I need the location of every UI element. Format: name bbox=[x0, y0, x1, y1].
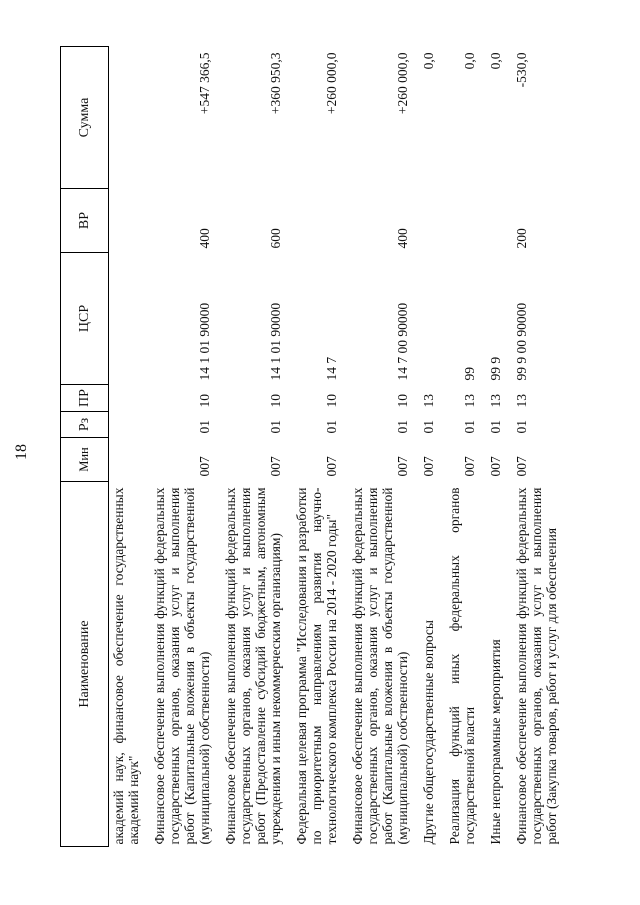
row-pr: 10 bbox=[324, 394, 339, 408]
row-csr: 14 1 01 90000 bbox=[268, 302, 283, 381]
row-min: 007 bbox=[268, 456, 283, 477]
header-name: Наименование bbox=[61, 482, 109, 847]
row-rz: 01 bbox=[462, 420, 477, 434]
row-sum bbox=[109, 47, 146, 189]
row-min: 007 bbox=[395, 456, 410, 477]
row-csr bbox=[109, 253, 146, 385]
row-name: Реализация функций иных федеральных органов государственной власти bbox=[447, 487, 477, 845]
row-rz: 01 bbox=[268, 420, 283, 434]
header-min: Мин bbox=[61, 438, 109, 482]
row-vr: 400 bbox=[197, 228, 212, 249]
row-min bbox=[109, 438, 146, 482]
header-rz: Рз bbox=[61, 412, 109, 438]
row-rz: 01 bbox=[197, 420, 212, 434]
rotated-table-container bbox=[60, 47, 610, 847]
header-vr: ВР bbox=[61, 189, 109, 253]
row-vr bbox=[414, 189, 440, 253]
row-sum: +360 950,3 bbox=[268, 52, 283, 115]
row-vr: 600 bbox=[268, 228, 283, 249]
row-name: Иные непрограммные мероприятия bbox=[488, 639, 503, 845]
row-pr: 10 bbox=[197, 394, 212, 408]
row-pr: 13 bbox=[421, 394, 436, 408]
header-csr: ЦСР bbox=[61, 253, 109, 385]
table-row bbox=[507, 47, 563, 847]
header-sum: Сумма bbox=[61, 47, 109, 189]
row-name: Финансовое обеспечение выполнения функций федеральных государственных органов, оказания услуг и выполнения работ (Закупка товаров, работ и услуг для обеспечения bbox=[514, 487, 559, 845]
row-sum: 0,0 bbox=[421, 52, 436, 70]
row-rz: 01 bbox=[395, 420, 410, 434]
row-sum: 0,0 bbox=[462, 52, 477, 70]
row-vr bbox=[287, 189, 343, 253]
row-rz: 01 bbox=[488, 420, 503, 434]
table-header-row bbox=[61, 47, 109, 847]
table-row bbox=[481, 47, 507, 847]
row-vr: 200 bbox=[514, 228, 529, 249]
row-sum: -530,0 bbox=[514, 52, 529, 88]
row-csr: 14 7 bbox=[324, 356, 339, 381]
row-min: 007 bbox=[514, 456, 529, 477]
header-pr: ПР bbox=[61, 385, 109, 412]
row-pr: 10 bbox=[268, 394, 283, 408]
row-vr bbox=[109, 189, 146, 253]
row-pr bbox=[109, 385, 146, 412]
budget-table bbox=[60, 46, 563, 847]
table-row bbox=[109, 47, 146, 847]
row-min: 007 bbox=[324, 456, 339, 477]
row-csr: 14 1 01 90000 bbox=[197, 302, 212, 381]
row-vr bbox=[481, 189, 507, 253]
row-csr: 14 7 00 90000 bbox=[395, 302, 410, 381]
row-sum: 0,0 bbox=[488, 52, 503, 70]
row-sum: +260 000,0 bbox=[324, 52, 339, 115]
row-min: 007 bbox=[462, 456, 477, 477]
row-name: Финансовое обеспечение выполнения функций федеральных государственных органов, оказания услуг и выполнения работ (Предоставление субсидий бюджетным, автономным учреждениям и иным некоммерческим организациям) bbox=[223, 487, 283, 845]
row-rz: 01 bbox=[421, 420, 436, 434]
table-row bbox=[216, 47, 287, 847]
row-pr: 13 bbox=[488, 394, 503, 408]
row-min: 007 bbox=[488, 456, 503, 477]
row-csr: 99 9 bbox=[488, 356, 503, 381]
row-pr: 10 bbox=[395, 394, 410, 408]
table-row bbox=[287, 47, 343, 847]
row-csr: 99 bbox=[462, 367, 477, 381]
table-row bbox=[414, 47, 440, 847]
row-name: Финансовое обеспечение выполнения функций федеральных государственных органов, оказания услуг и выполнения работ (Капитальные вложения в объекты государственной (муниципальной) собственности) bbox=[152, 487, 212, 845]
table-row bbox=[145, 47, 216, 847]
row-csr: 99 9 00 90000 bbox=[514, 302, 529, 381]
row-vr: 400 bbox=[395, 228, 410, 249]
row-name: Федеральная целевая программа "Исследования и разработки по приоритетным направлениям развития научно-технологического комплекса России на 2014 - 2020 годы" bbox=[294, 487, 339, 845]
row-name: академий наук, финансовое обеспечение государственных академий наук" bbox=[111, 487, 141, 845]
row-min: 007 bbox=[421, 456, 436, 477]
row-vr bbox=[440, 189, 481, 253]
row-rz bbox=[109, 412, 146, 438]
page-number: 18 bbox=[13, 444, 30, 460]
row-name: Финансовое обеспечение выполнения функций федеральных государственных органов, оказания услуг и выполнения работ (Капитальные вложения в объекты государственной (муниципальной) собственности) bbox=[350, 487, 410, 845]
table-row bbox=[440, 47, 481, 847]
row-rz: 01 bbox=[324, 420, 339, 434]
row-rz: 01 bbox=[514, 420, 529, 434]
row-min: 007 bbox=[197, 456, 212, 477]
row-pr: 13 bbox=[514, 394, 529, 408]
row-sum: +547 366,5 bbox=[197, 52, 212, 115]
table-row bbox=[343, 47, 414, 847]
row-sum: +260 000,0 bbox=[395, 52, 410, 115]
row-pr: 13 bbox=[462, 394, 477, 408]
row-csr bbox=[414, 253, 440, 385]
row-name: Другие общегосударственные вопросы bbox=[421, 620, 436, 845]
